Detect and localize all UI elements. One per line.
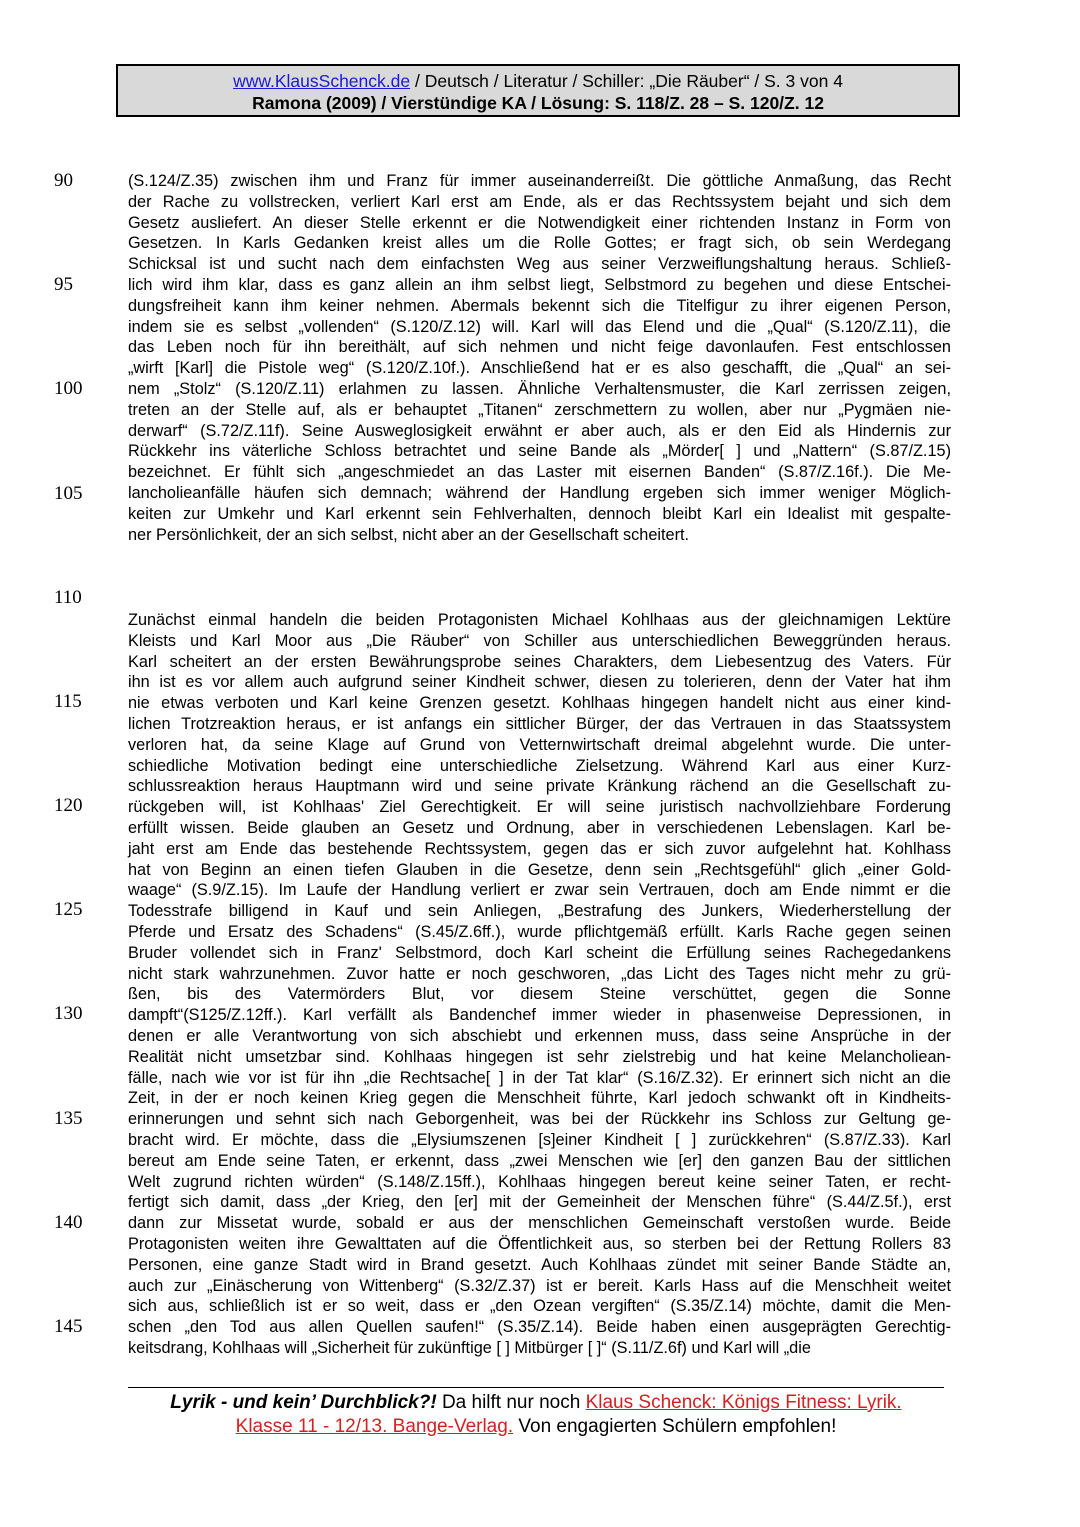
- text-line: nicht stark wahrzunehmen. Zuvor hatte er noch geschworen, „das Licht des Tages nicht mehr zu grü-: [128, 964, 951, 983]
- text-line: verloren hat, da seine Klage auf Grund von Vetternwirtschaft dreimal abgelehnt wurde. Die unter-: [128, 735, 951, 754]
- text-line: dann zur Missetat wurde, sobald er aus der menschlichen Gemeinschaft verstoßen wurde. Beide: [128, 1214, 951, 1233]
- line-number: 100: [54, 378, 83, 399]
- header-line-1: [118, 70, 958, 92]
- text-line: fertigt sich damit, dass „der Krieg, den [er] mit der Gemeinheit der Menschen führe“ (S.44/Z.5f.), erst: [128, 1193, 951, 1212]
- footer-ad: [128, 1391, 944, 1439]
- footer-bold-text: Lyrik - und kein’ Durchblick?!: [170, 1392, 437, 1413]
- line-number: 135: [54, 1108, 83, 1129]
- line-number: 140: [54, 1212, 83, 1233]
- text-line: Rückkehr ins väterliche Schloss betrachtet und seine Bande als „Mörder[ ] und „Nattern“ (S.87/Z.15): [128, 442, 951, 461]
- site-link[interactable]: www.KlausSchenck.de: [233, 71, 411, 91]
- line-number: 145: [54, 1316, 83, 1337]
- footer-divider: [128, 1387, 944, 1388]
- text-line: Kleists und Karl Moor aus „Die Räuber“ von Schiller aus unterschiedlichen Beweggründen heraus.: [128, 631, 951, 650]
- text-line: schlussreaktion heraus Hauptmann wird und seine private Kränkung rächend an die Gesellschaft zu-: [128, 777, 951, 796]
- text-line: indem sie es selbst „vollenden“ (S.120/Z.12) will. Karl will das Elend und die „Qual“ (S.120/Z.11), die: [128, 317, 951, 336]
- line-number: 130: [54, 1003, 83, 1024]
- line-number: 90: [54, 170, 73, 191]
- text-line: schiedliche Motivation bedingt eine unterschiedliche Zielsetzung. Während Karl aus einer Kurz-: [128, 756, 951, 775]
- text-line: „wirft [Karl] die Pistole weg“ (S.120/Z.10f.). Anschließend hat er es also geschafft, die „Qual“ an sei-: [128, 359, 951, 378]
- text-line: derwarf“ (S.72/Z.11f). Seine Ausweglosigkeit erwähnt er aber auch, als er den Eid als Hindernis zur: [128, 421, 951, 440]
- text-line: keiten zur Umkehr und Karl erkennt sein Fehlverhalten, dennoch bleibt Karl ein Idealist mit gespalte-: [128, 504, 951, 523]
- text-line: waage“ (S.9/Z.15). Im Laufe der Handlung verliert er zwar sein Vertrauen, doch am Ende nimmt er die: [128, 881, 951, 900]
- text-line: Todesstrafe billigend in Kauf und sein Anliegen, „Bestrafung des Junkers, Wiederherstellung der: [128, 902, 951, 921]
- text-line: nie etwas verboten und Karl keine Grenzen gesetzt. Kohlhaas hingegen handelt nicht aus einer kind-: [128, 694, 951, 713]
- text-line: Gesetz ausliefert. An dieser Stelle erkennt er die Notwendigkeit einer richtenden Instanz in Form von: [128, 213, 951, 232]
- text-line: ßen, bis des Vatermörders Blut, vor diesem Steine verschüttet, gegen die Sonne: [128, 985, 951, 1004]
- text-line: bezeichnet. Er fühlt sich „angeschmiedet an das Laster mit eisernen Banden“ (S.87/Z.16f.). Die Me-: [128, 463, 951, 482]
- text-line: der Rache zu vollstrecken, verliert Karl erst am Ende, als er das Rechtssystem bejaht und sich dem: [128, 192, 951, 211]
- text-line: Karl scheitert an der ersten Bewährungsprobe seines Charakters, dem Liebesentzug des Vaters. Für: [128, 652, 951, 671]
- text-line: bereut am Ende seine Taten, er erkennt, dass „zwei Menschen wie [er] den ganzen Bau der sittlichen: [128, 1151, 951, 1170]
- text-line: (S.124/Z.35) zwischen ihm und Franz für immer auseinanderreißt. Die göttliche Anmaßung, das Recht: [128, 172, 951, 190]
- text-line: Schicksal ist und sucht nach dem einfachsten Weg aus seiner Verzweiflungshaltung heraus. Schließ-: [128, 255, 951, 274]
- text-line: Gesetzen. In Karls Gedanken kreist alles um die Rolle Gottes; er fragt sich, ob sein Werdegang: [128, 234, 951, 253]
- header-subtitle: Ramona (2009) / Vierstündige KA / Lösung: S. 118/Z. 28 – S. 120/Z. 12: [252, 93, 824, 113]
- text-line: Protagonisten weiten ihre Gewalttaten auf die Öffentlichkeit aus, so sterben bei der Rettung Rollers 83: [128, 1234, 951, 1253]
- text-line: treten an der Stelle auf, als er behauptet „Titanen“ zerschmettern zu wollen, aber nur „Pygmäen nie-: [128, 400, 951, 419]
- text-line: lancholieanfälle häufen sich demnach; während der Handlung ergeben sich immer weniger Möglich-: [128, 483, 951, 502]
- footer-book-link-2[interactable]: Klasse 11 - 12/13. Bange-Verlag.: [235, 1416, 514, 1437]
- text-line: nem „Stolz“ (S.120/Z.11) erlahmen zu lassen. Ähnliche Verhaltensmuster, die Karl zerrissen zeigen,: [128, 379, 951, 398]
- paragraph-2: [128, 610, 951, 1359]
- line-number: 95: [54, 274, 73, 295]
- line-number: 105: [54, 483, 83, 504]
- text-line: Bruder vollendet sich in Franz' Selbstmord, doch Karl scheint die Erfüllung seines Rachegedankens: [128, 943, 951, 962]
- footer-plain-text: Da hilft nur noch: [436, 1392, 586, 1413]
- text-line: Zunächst einmal handeln die beiden Protagonisten Michael Kohlhaas aus der gleichnamigen Lektüre: [128, 611, 951, 629]
- text-line: Pferde und Ersatz des Schadens“ (S.45/Z.6ff.), wurde pflichtgemäß erfüllt. Karls Rache gegen seinen: [128, 922, 951, 941]
- text-line: schen „den Tod aus allen Quellen saufen!“ (S.35/Z.14). Beide haben einen ausgeprägten Gerechtig-: [128, 1318, 951, 1337]
- line-number: 125: [54, 899, 83, 920]
- text-line: ner Persönlichkeit, der an sich selbst, nicht aber an der Gesellschaft scheitert.: [128, 525, 690, 544]
- text-line: bracht wird. Er möchte, dass die „Elysiumszenen [s]einer Kindheit [ ] zurückkehren“ (S.87/Z.33). Karl: [128, 1130, 951, 1149]
- text-line: Realität nicht umsetzbar sind. Kohlhaas hingegen ist sehr zielstrebig und hat keine Melancholiean-: [128, 1047, 951, 1066]
- text-line: hat von Beginn an einen tiefen Glauben in die Gesetze, denn sein „Rechtsgefühl“ glich „einer Gold-: [128, 860, 951, 879]
- text-line: jaht erst am Ende das bestehende Rechtssystem, gegen das er sich zuvor aufgelehnt hat. Kohlhass: [128, 839, 951, 858]
- text-line: Zeit, in der er noch keinen Krieg gegen die Menschheit führte, Karl jedoch schwankt oft in Kindheits-: [128, 1089, 951, 1108]
- text-line: lichen Trotzreaktion heraus, er ist anfangs ein sittlicher Bürger, der das Vertrauen in das Staatssystem: [128, 714, 951, 733]
- text-line: erinnerungen und sehnt sich nach Geborgenheit, was bei der Rückkehr ins Schloss zur Geltung ge-: [128, 1110, 951, 1129]
- text-line: sich aus, schließlich ist er so weit, dass er „den Ozean vergiften“ (S.35/Z.14) möchte, damit die Men-: [128, 1297, 951, 1316]
- header-path: / Deutsch / Literatur / Schiller: „Die Räuber“ / S. 3 von 4: [410, 71, 843, 91]
- text-line: keitsdrang, Kohlhaas will „Sicherheit für zukünftige [ ] Mitbürger [ ]“ (S.11/Z.6f) und Karl will „die: [128, 1338, 811, 1357]
- text-line: Welt zugrund richten würden“ (S.148/Z.15ff.), Kohlhaas hingegen bereut keine seiner Taten, er recht-: [128, 1172, 951, 1191]
- paragraph-1: [128, 171, 951, 545]
- text-line: das Leben noch für ihn bereithält, auf sich nehmen und nicht feige davonlaufen. Fest entschlossen: [128, 338, 951, 357]
- text-line: fälle, nach wie vor ist für ihn „die Rechtsache[ ] in der Tat klar“ (S.16/Z.32). Er erinnert sich nicht an die: [128, 1068, 951, 1087]
- page-header-box: [116, 64, 960, 117]
- line-number: 110: [54, 587, 82, 608]
- line-number: 120: [54, 795, 83, 816]
- text-line: denen er alle Verantwortung von sich abschiebt und erkennen muss, dass seine Ansprüche in der: [128, 1026, 951, 1045]
- line-number: 115: [54, 691, 82, 712]
- text-line: dungsfreiheit kann ihm keiner nehmen. Abermals bekennt sich die Titelfigur zu ihrer eigenen Person,: [128, 296, 951, 315]
- text-line: ihn ist es vor allem auch aufgrund seiner Kindheit schwer, diesen zu tolerieren, denn der Vater hat ihm: [128, 673, 951, 692]
- text-line: Personen, eine ganze Stadt wird in Brand gesetzt. Auch Kohlhaas zündet mit seiner Bande Städte an,: [128, 1255, 951, 1274]
- footer-tail-text: Von engagierten Schülern empfohlen!: [513, 1416, 837, 1437]
- text-line: rückgeben will, ist Kohlhaas' Ziel Gerechtigkeit. Er will seine juristisch nachvollziehbare Forderung: [128, 798, 951, 817]
- text-line: auch zur „Einäscherung von Wittenberg“ (S.32/Z.37) ist er bereit. Karls Hass auf die Menschheit weitet: [128, 1276, 951, 1295]
- text-line: lich wird ihm klar, dass es ganz allein an ihm selbst liegt, Selbstmord zu begehen und diese Entschei-: [128, 275, 951, 294]
- footer-book-link-1[interactable]: Klaus Schenck: Königs Fitness: Lyrik.: [585, 1392, 902, 1413]
- text-line: dampft“(S125/Z.12ff.). Karl verfällt als Bandenchef immer wieder in phasenweise Depressionen, in: [128, 1006, 951, 1025]
- text-line: erfüllt wissen. Beide glauben an Gesetz und Ordnung, aber in verschiedenen Lebenslagen. Karl be-: [128, 818, 951, 837]
